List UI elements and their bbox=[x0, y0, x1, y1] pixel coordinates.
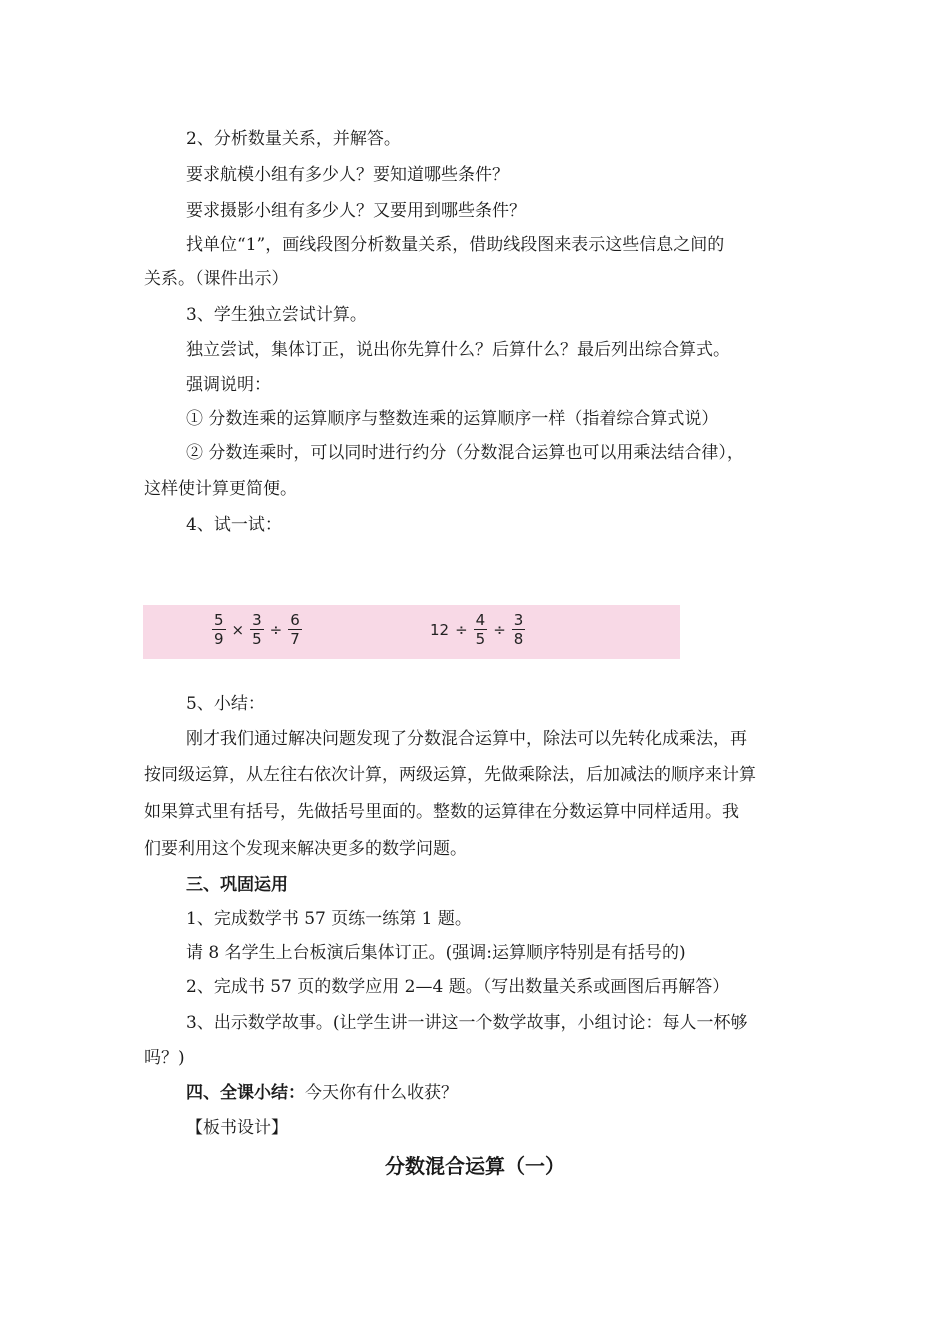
step-2-heading: 2、分析数量关系，并解答。 bbox=[186, 129, 401, 149]
section-4-text: 今天你有什么收获？ bbox=[305, 1083, 458, 1103]
divide-sign: ÷ bbox=[269, 620, 283, 639]
exercise-expression-2 bbox=[427, 611, 528, 648]
numerator: 3 bbox=[252, 611, 262, 629]
unit-one-paragraph-line2: 关系。（课件出示） bbox=[144, 269, 289, 289]
numerator: 6 bbox=[290, 611, 300, 629]
fraction bbox=[288, 611, 302, 648]
emphasis-point-2-line2: 这样使计算更简便。 bbox=[144, 479, 297, 499]
exercise-strip bbox=[143, 605, 680, 659]
emphasis-point-2-line1: ② 分数连乘时，可以同时进行约分（分数混合运算也可以用乘法结合律）， bbox=[186, 443, 744, 463]
unit-one-paragraph-line1: 找单位“1”，画线段图分析数量关系，借助线段图来表示这些信息之间的 bbox=[186, 235, 725, 255]
question-model-group: 要求航模小组有多少人？要知道哪些条件？ bbox=[186, 165, 509, 185]
section-3-heading: 三、巩固运用 bbox=[186, 875, 288, 895]
emphasis-label: 强调说明： bbox=[186, 375, 271, 395]
question-photo-group: 要求摄影小组有多少人？又要用到哪些条件？ bbox=[186, 201, 526, 221]
numerator: 4 bbox=[475, 611, 486, 629]
step-3-heading: 3、学生独立尝试计算。 bbox=[186, 305, 367, 325]
numerator: 3 bbox=[513, 611, 524, 629]
denominator: 7 bbox=[290, 630, 300, 648]
denominator: 9 bbox=[214, 630, 224, 648]
denominator: 8 bbox=[513, 630, 524, 648]
denominator: 5 bbox=[252, 630, 262, 648]
summary-line-1: 刚才我们通过解决问题发现了分数混合运算中，除法可以先转化成乘法，再 bbox=[186, 729, 747, 749]
summary-line-4: 们要利用这个发现来解决更多的数学问题。 bbox=[144, 839, 467, 859]
numerator: 5 bbox=[214, 611, 224, 629]
section-3-item-3-line2: 吗？) bbox=[144, 1048, 185, 1068]
step-4-heading: 4、试一试： bbox=[186, 515, 282, 535]
multiply-sign: × bbox=[231, 620, 245, 639]
section-3-item-1-detail: 请 8 名学生上台板演后集体订正。(强调:运算顺序特别是有括号的) bbox=[186, 943, 686, 963]
summary-line-3: 如果算式里有括号，先做括号里面的。整数的运算律在分数运算中同样适用。我 bbox=[144, 802, 739, 822]
summary-line-2: 按同级运算，从左往右依次计算，两级运算，先做乘除法，后加减法的顺序来计算 bbox=[144, 765, 756, 785]
section-3-item-1: 1、完成数学书 57 页练一练第 1 题。 bbox=[186, 909, 472, 929]
fraction bbox=[212, 611, 226, 648]
fraction bbox=[512, 611, 526, 648]
board-design-label: 【板书设计】 bbox=[186, 1118, 288, 1138]
board-title: 分数混合运算（一） bbox=[385, 1154, 565, 1178]
section-3-item-3-line1: 3、出示数学故事。(让学生讲一讲这一个数学故事，小组讨论：每人一杯够 bbox=[186, 1013, 748, 1033]
fraction bbox=[250, 611, 264, 648]
whole-number: 12 bbox=[430, 620, 450, 639]
section-4-row bbox=[186, 1082, 458, 1104]
divide-sign: ÷ bbox=[493, 620, 506, 639]
denominator: 5 bbox=[475, 630, 486, 648]
independent-try-paragraph: 独立尝试，集体订正，说出你先算什么？后算什么？最后列出综合算式。 bbox=[186, 340, 730, 360]
step-5-heading: 5、小结： bbox=[186, 694, 265, 714]
emphasis-point-1: ① 分数连乘的运算顺序与整数连乘的运算顺序一样（指着综合算式说） bbox=[186, 409, 719, 429]
exercise-expression-1 bbox=[209, 611, 305, 648]
section-4-heading: 四、全课小结： bbox=[186, 1083, 305, 1103]
divide-sign: ÷ bbox=[455, 620, 468, 639]
section-3-item-2: 2、完成书 57 页的数学应用 2—4 题。（写出数量关系或画图后再解答） bbox=[186, 977, 730, 997]
fraction bbox=[474, 611, 488, 648]
